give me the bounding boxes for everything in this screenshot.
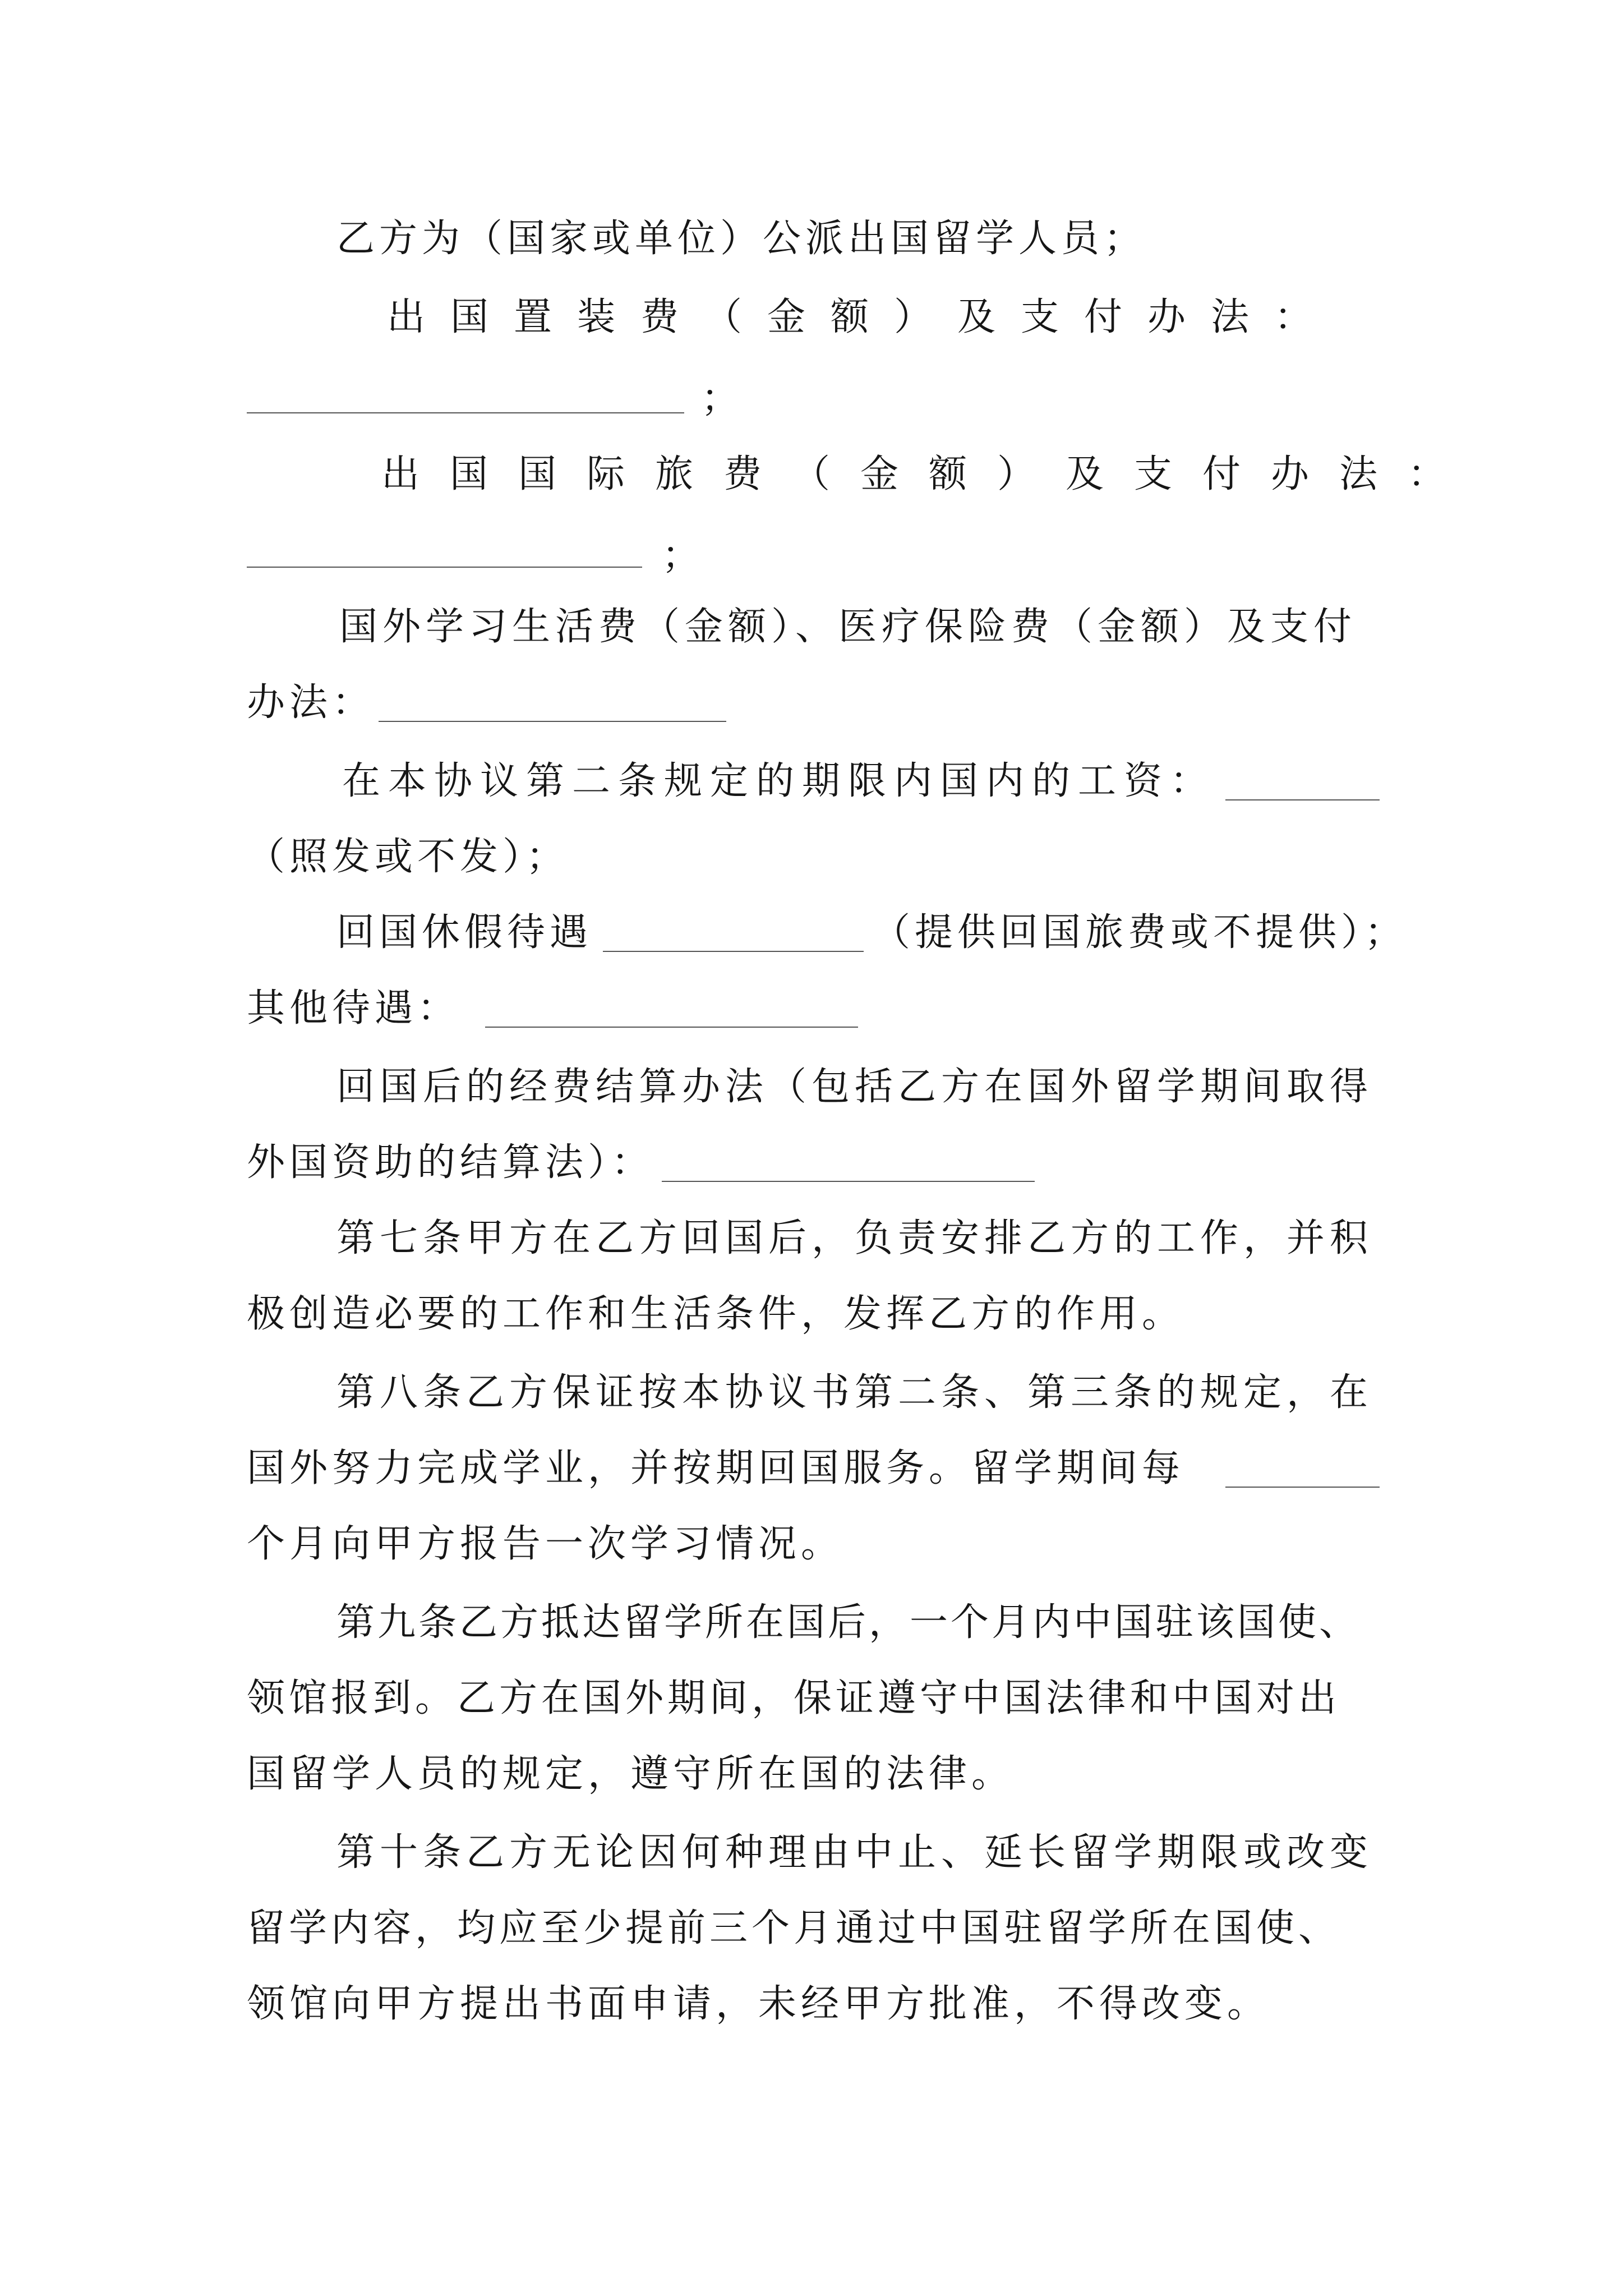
paragraph-line: 第八条乙方保证按本协议书第二条、第三条的规定，在 xyxy=(336,1370,1373,1415)
paragraph-line: （提供回国旅费或不提供）； xyxy=(872,910,1408,955)
fill-in-blank[interactable] xyxy=(379,721,726,722)
paragraph-line: 国留学人员的规定，遵守所在国的法律。 xyxy=(247,1752,1015,1796)
paragraph-line: 回国后的经费结算办法（包括乙方在国外留学期间取得 xyxy=(336,1065,1373,1109)
fill-in-blank[interactable] xyxy=(485,1027,858,1028)
paragraph-line: 第九条乙方抵达留学所在国后，一个月内中国驻该国使、 xyxy=(336,1600,1361,1645)
fill-in-blank[interactable] xyxy=(603,951,864,952)
paragraph-line: 个月向甲方报告一次学习情况。 xyxy=(247,1522,844,1566)
paragraph-line: 第七条甲方在乙方回国后，负责安排乙方的工作，并积 xyxy=(336,1216,1373,1260)
fill-in-blank[interactable] xyxy=(662,1181,1035,1182)
paragraph-line: 领馆报到。乙方在国外期间，保证遵守中国法律和中国对出 xyxy=(247,1676,1341,1720)
paragraph-line: 在本协议第二条规定的期限内国内的工资： xyxy=(342,759,1216,803)
paragraph-line: 第十条乙方无论因何种理由中止、延长留学期限或改变 xyxy=(336,1830,1373,1875)
paragraph-line: ； xyxy=(701,376,744,421)
fill-in-blank[interactable] xyxy=(1225,1487,1380,1488)
paragraph-line: 乙方为（国家或单位）公派出国留学人员； xyxy=(336,217,1147,261)
paragraph-line: 国外努力完成学业，并按期回国服务。留学期间每 xyxy=(247,1446,1185,1490)
paragraph-line: 回国休假待遇 xyxy=(336,910,593,955)
paragraph-line: 国外学习生活费（金额）、医疗保险费（金额）及支付 xyxy=(339,605,1357,649)
paragraph-line: 极创造必要的工作和生活条件，发挥乙方的作用。 xyxy=(247,1292,1185,1336)
paragraph-line: （照发或不发）； xyxy=(247,835,569,879)
paragraph-line: 办法： xyxy=(247,680,375,725)
paragraph-line: 出国置装费（金额）及支付办法： xyxy=(387,295,1338,339)
fill-in-blank[interactable] xyxy=(1225,799,1380,800)
fill-in-blank[interactable] xyxy=(247,567,642,568)
paragraph-line: 外国资助的结算法）： xyxy=(247,1140,654,1185)
paragraph-line: 出国国际旅费（金额）及支付办法： xyxy=(381,452,1477,496)
paragraph-line: 其他待遇： xyxy=(247,986,460,1030)
fill-in-blank[interactable] xyxy=(247,412,684,413)
paragraph-line: 领馆向甲方提出书面申请，未经甲方批准，不得改变。 xyxy=(247,1982,1270,2026)
paragraph-line: ； xyxy=(662,533,705,578)
paragraph-line: 留学内容，均应至少提前三个月通过中国驻留学所在国使、 xyxy=(247,1906,1341,1950)
